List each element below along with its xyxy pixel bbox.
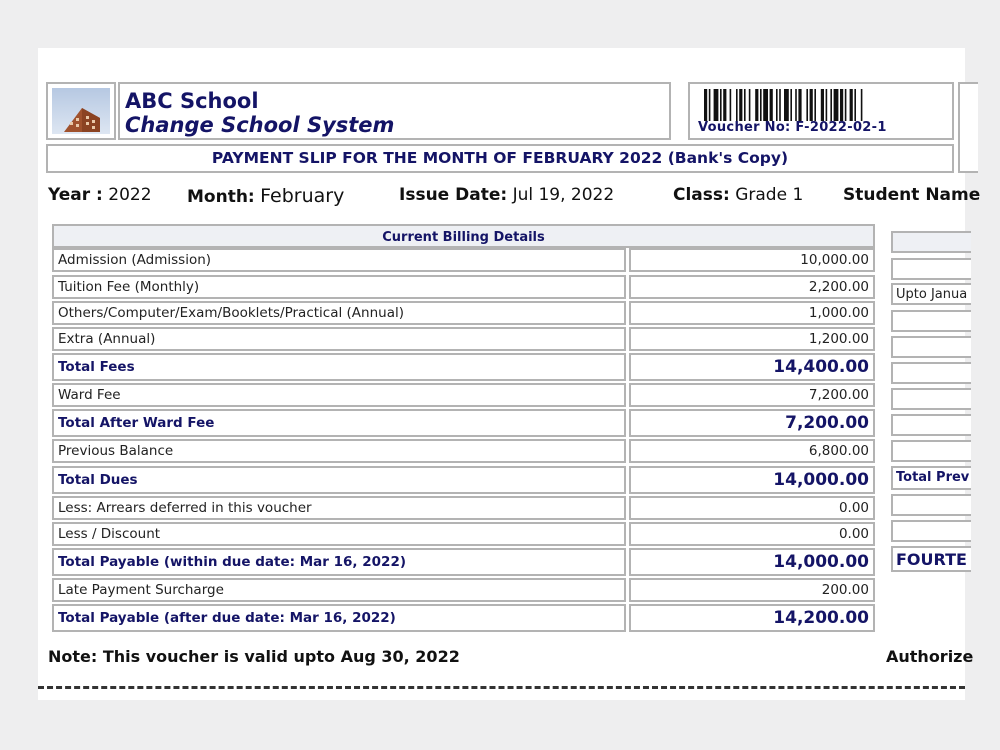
billing-amount: 14,400.00 [773, 357, 869, 377]
billing-amount-cell [629, 522, 875, 546]
barcode-bar [760, 89, 762, 121]
billing-amount: 14,000.00 [773, 470, 869, 490]
year-value: 2022 [108, 185, 152, 205]
barcode-bar [845, 89, 847, 121]
school-subtitle: Change School System [125, 113, 395, 137]
billing-label: Total After Ward Fee [58, 415, 215, 431]
billing-label-cell [52, 578, 626, 602]
billing-label: Total Payable (after due date: Mar 16, 2022) [58, 610, 396, 626]
slip-title: PAYMENT SLIP FOR THE MONTH OF FEBRUARY 2022 (Bank's Copy) [211, 149, 789, 167]
side-cell [891, 388, 971, 410]
barcode [704, 89, 942, 121]
billing-label-cell [52, 466, 626, 494]
barcode-bar [749, 89, 751, 121]
issue-date-info [399, 185, 614, 205]
billing-label: Less / Discount [58, 526, 161, 542]
billing-amount-cell [629, 548, 875, 576]
billing-amount: 6,800.00 [808, 443, 869, 459]
billing-label: Others/Computer/Exam/Booklets/Practical (Annual) [58, 305, 404, 321]
billing-amount-cell [629, 578, 875, 602]
side-cell [891, 414, 971, 436]
billing-label: Tuition Fee (Monthly) [58, 279, 200, 295]
month-info [187, 185, 344, 207]
billing-amount: 1,200.00 [808, 331, 869, 347]
billing-amount: 10,000.00 [800, 252, 869, 268]
barcode-bar [720, 89, 722, 121]
side-header [891, 231, 971, 253]
billing-label-cell [52, 409, 626, 437]
side-cell [891, 494, 971, 516]
month-value: February [260, 185, 345, 207]
side-cell [891, 440, 971, 462]
issue-date-label: Issue Date: [399, 185, 508, 205]
cut-line [38, 686, 965, 689]
side-cell [891, 362, 971, 384]
billing-header [52, 224, 875, 248]
school-info [118, 82, 671, 140]
barcode-bar [798, 89, 801, 121]
side-cell [891, 336, 971, 358]
billing-label-cell [52, 353, 626, 381]
side-cell [891, 466, 971, 490]
billing-label-cell [52, 439, 626, 463]
billing-header-text: Current Billing Details [382, 230, 545, 245]
side-amount-words: FOURTE [896, 550, 967, 569]
class-info [673, 185, 803, 205]
billing-label-cell [52, 275, 626, 299]
barcode-bar [755, 89, 758, 121]
barcode-bar [861, 89, 863, 121]
class-value: Grade 1 [735, 185, 804, 205]
year-label: Year : [48, 185, 103, 205]
side-cell [891, 258, 971, 280]
billing-label: Total Fees [58, 359, 135, 375]
billing-label: Previous Balance [58, 443, 174, 459]
billing-label: Ward Fee [58, 387, 121, 403]
voucher-number: Voucher No: F-2022-02-1 [698, 120, 887, 135]
issue-date-value: Jul 19, 2022 [512, 185, 615, 205]
billing-amount: 7,200.00 [808, 387, 869, 403]
barcode-bar [744, 89, 746, 121]
side-total-prev: Total Prev [896, 470, 970, 485]
barcode-bar [704, 89, 707, 121]
billing-label-cell [52, 522, 626, 546]
billing-amount: 200.00 [821, 582, 869, 598]
billing-amount: 7,200.00 [785, 413, 869, 433]
billing-amount-cell [629, 496, 875, 520]
billing-amount-cell [629, 439, 875, 463]
billing-label-cell [52, 383, 626, 407]
barcode-bar [821, 89, 824, 121]
month-label: Month: [187, 187, 255, 207]
billing-label-cell [52, 496, 626, 520]
billing-amount-cell [629, 383, 875, 407]
barcode-bar [779, 89, 781, 121]
billing-amount: 1,000.00 [808, 305, 869, 321]
billing-label-cell [52, 301, 626, 325]
barcode-bar [790, 89, 792, 121]
class-label: Class: [673, 185, 730, 205]
side-cell [891, 310, 971, 332]
authorized-signature-label: Authorize [886, 647, 974, 666]
billing-label-cell [52, 327, 626, 351]
side-cell [891, 283, 971, 305]
counterfoil-edge [958, 82, 978, 173]
barcode-panel [688, 82, 954, 140]
billing-amount-cell [629, 275, 875, 299]
billing-amount: 0.00 [838, 526, 869, 542]
billing-amount-cell [629, 248, 875, 272]
student-name-label: Student Name [843, 185, 981, 205]
barcode-bar [834, 89, 839, 121]
barcode-bar [709, 89, 711, 121]
building-icon [48, 84, 118, 142]
barcode-bar [830, 89, 832, 121]
side-cell [891, 546, 971, 572]
barcode-bar [850, 89, 853, 121]
validity-note: Note: This voucher is valid upto Aug 30, 2022 [48, 647, 460, 666]
billing-amount: 2,200.00 [808, 279, 869, 295]
student-name-info [843, 185, 980, 205]
barcode-bar [723, 89, 726, 121]
billing-amount-cell [629, 466, 875, 494]
school-name: ABC School [125, 89, 259, 113]
billing-label-cell [52, 248, 626, 272]
barcode-bar [730, 89, 732, 121]
barcode-bar [826, 89, 828, 121]
barcode-bar [736, 89, 738, 121]
barcode-bar [840, 89, 843, 121]
year-info [48, 185, 152, 205]
billing-amount: 14,200.00 [773, 608, 869, 628]
barcode-bar [714, 89, 719, 121]
payment-slip [38, 48, 981, 700]
billing-label: Extra (Annual) [58, 331, 156, 347]
billing-amount-cell [629, 301, 875, 325]
side-upto-text: Upto Janua [896, 287, 968, 302]
barcode-bar [854, 89, 856, 121]
billing-label: Admission (Admission) [58, 252, 212, 268]
barcode-bar [770, 89, 773, 121]
barcode-bar [810, 89, 813, 121]
school-logo [46, 82, 116, 140]
billing-amount-cell [629, 353, 875, 381]
billing-label-cell [52, 548, 626, 576]
side-cell [891, 520, 971, 542]
billing-amount-cell [629, 604, 875, 632]
billing-label-cell [52, 604, 626, 632]
barcode-bar [795, 89, 797, 121]
billing-amount: 14,000.00 [773, 552, 869, 572]
barcode-bar [739, 89, 742, 121]
billing-label: Less: Arrears deferred in this voucher [58, 500, 312, 516]
billing-amount-cell [629, 327, 875, 351]
billing-amount-cell [629, 409, 875, 437]
billing-amount: 0.00 [838, 500, 869, 516]
barcode-bar [814, 89, 816, 121]
barcode-bar [763, 89, 768, 121]
slip-title-box [46, 144, 954, 173]
barcode-bar [784, 89, 789, 121]
billing-label: Total Payable (within due date: Mar 16, 2022) [58, 554, 407, 570]
barcode-bar [806, 89, 808, 121]
billing-label: Late Payment Surcharge [58, 582, 224, 598]
barcode-bar [776, 89, 778, 121]
billing-label: Total Dues [58, 472, 138, 488]
